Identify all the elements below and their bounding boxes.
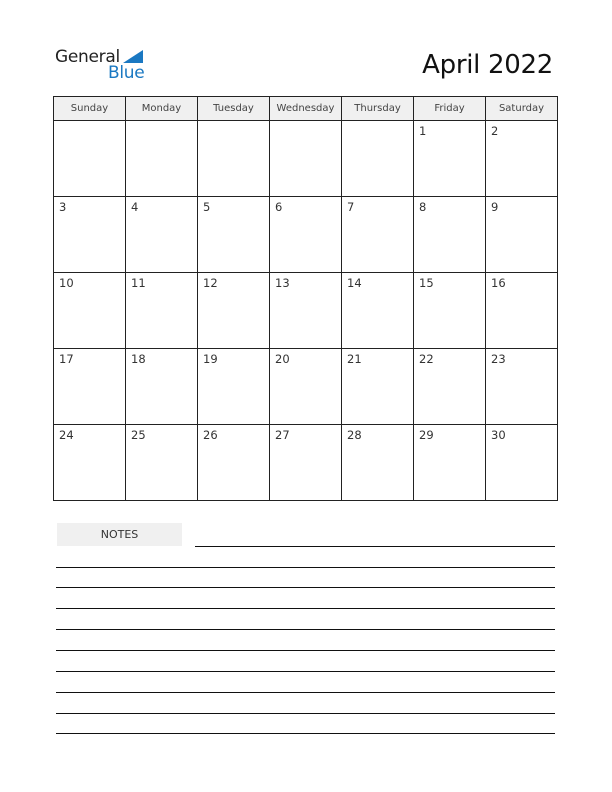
notes-line	[195, 546, 555, 547]
day-cell	[270, 425, 342, 501]
week-row	[54, 425, 558, 501]
day-number	[342, 121, 413, 124]
day-number: 8	[419, 200, 427, 214]
day-cell	[486, 121, 558, 197]
day-number: 13	[275, 276, 290, 290]
page-title: April 2022	[422, 50, 553, 80]
day-cell	[342, 349, 414, 425]
week-row	[54, 349, 558, 425]
day-number: 12	[203, 276, 218, 290]
day-cell	[486, 349, 558, 425]
day-cell	[198, 273, 270, 349]
day-cell	[198, 425, 270, 501]
day-cell	[414, 197, 486, 273]
day-cell	[126, 121, 198, 197]
day-number: 24	[59, 428, 74, 442]
notes-line	[56, 567, 555, 568]
weekday-header: Friday	[414, 97, 486, 121]
day-cell	[198, 349, 270, 425]
notes-label: NOTES	[57, 523, 182, 546]
day-cell	[54, 349, 126, 425]
day-cell	[54, 121, 126, 197]
notes-line	[56, 608, 555, 609]
day-number: 23	[491, 352, 506, 366]
weekday-header-row	[54, 97, 558, 121]
day-number: 2	[491, 124, 499, 138]
day-number: 15	[419, 276, 434, 290]
day-cell	[414, 121, 486, 197]
day-cell	[342, 197, 414, 273]
day-number: 7	[347, 200, 355, 214]
calendar-grid	[53, 96, 558, 501]
day-cell	[486, 273, 558, 349]
notes-line	[56, 671, 555, 672]
day-number: 3	[59, 200, 67, 214]
day-number: 1	[419, 124, 427, 138]
week-row	[54, 273, 558, 349]
day-cell	[198, 121, 270, 197]
day-cell	[270, 197, 342, 273]
day-number: 22	[419, 352, 434, 366]
day-number	[198, 121, 269, 124]
day-number: 28	[347, 428, 362, 442]
weekday-header: Sunday	[54, 97, 126, 121]
day-number: 25	[131, 428, 146, 442]
day-number: 19	[203, 352, 218, 366]
notes-line	[56, 650, 555, 651]
day-number: 11	[131, 276, 146, 290]
day-number: 14	[347, 276, 362, 290]
day-number	[54, 121, 125, 124]
day-cell	[126, 273, 198, 349]
day-cell	[414, 349, 486, 425]
day-number: 4	[131, 200, 139, 214]
notes-line	[56, 629, 555, 630]
day-cell	[54, 273, 126, 349]
day-cell	[270, 349, 342, 425]
day-cell	[126, 349, 198, 425]
logo-word-blue: Blue	[108, 63, 145, 83]
day-cell	[342, 425, 414, 501]
day-cell	[54, 197, 126, 273]
day-number: 6	[275, 200, 283, 214]
day-cell	[198, 197, 270, 273]
day-number: 26	[203, 428, 218, 442]
day-cell	[54, 425, 126, 501]
weekday-header: Tuesday	[198, 97, 270, 121]
day-cell	[342, 121, 414, 197]
logo-word-general: General	[55, 47, 120, 67]
notes-line	[56, 587, 555, 588]
day-number: 10	[59, 276, 74, 290]
weekday-header: Saturday	[486, 97, 558, 121]
day-number	[270, 121, 341, 124]
day-number: 30	[491, 428, 506, 442]
day-number: 17	[59, 352, 74, 366]
day-cell	[414, 273, 486, 349]
day-number: 18	[131, 352, 146, 366]
day-number: 9	[491, 200, 499, 214]
weekday-header: Wednesday	[270, 97, 342, 121]
day-cell	[270, 121, 342, 197]
weekday-header: Monday	[126, 97, 198, 121]
day-number: 20	[275, 352, 290, 366]
day-cell	[126, 425, 198, 501]
notes-line	[56, 733, 555, 734]
week-row	[54, 121, 558, 197]
notes-line	[56, 692, 555, 693]
logo	[55, 47, 150, 83]
notes-line	[56, 713, 555, 714]
day-cell	[414, 425, 486, 501]
day-number: 5	[203, 200, 211, 214]
day-cell	[270, 273, 342, 349]
day-cell	[342, 273, 414, 349]
day-number: 16	[491, 276, 506, 290]
logo-triangle-icon	[123, 50, 143, 63]
day-number: 29	[419, 428, 434, 442]
week-row	[54, 197, 558, 273]
weekday-header: Thursday	[342, 97, 414, 121]
day-cell	[486, 425, 558, 501]
day-cell	[126, 197, 198, 273]
day-number	[126, 121, 197, 124]
day-cell	[486, 197, 558, 273]
day-number: 21	[347, 352, 362, 366]
day-number: 27	[275, 428, 290, 442]
